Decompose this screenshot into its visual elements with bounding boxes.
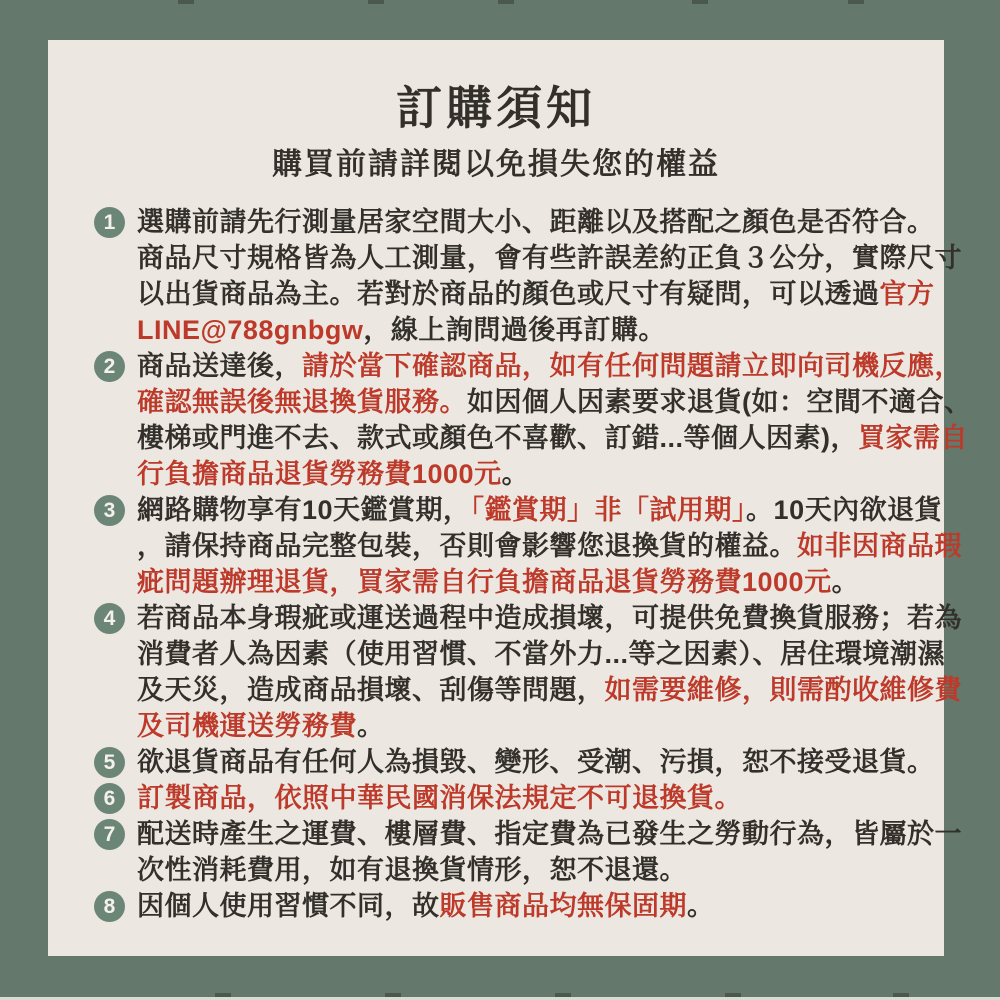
- item-text: [137, 204, 962, 348]
- text-line: [137, 384, 972, 420]
- highlight-text: LINE@788gnbgw: [137, 315, 364, 345]
- text-line: [137, 420, 972, 456]
- text-segment: 。: [831, 567, 860, 597]
- text-segment: 選購前請先行測量居家空間大小、距離以及搭配之顏色是否符合。: [137, 207, 935, 237]
- highlight-text: 疵問題辦理退貨，買家需自行負擔商品退貨勞務費1000元: [137, 567, 832, 597]
- item-text: [137, 744, 935, 780]
- list-item: [94, 744, 934, 780]
- text-line: [137, 744, 935, 780]
- crop-artifact-mark: [178, 0, 194, 4]
- text-segment: 。: [357, 711, 385, 741]
- text-segment: 。: [501, 459, 530, 489]
- text-line: [137, 456, 972, 492]
- text-line: [137, 636, 962, 672]
- list-item: [94, 492, 962, 600]
- text-line: [137, 780, 934, 816]
- notice-list: [48, 204, 972, 924]
- text-segment: 網路購物享有10天鑑賞期，: [137, 495, 471, 525]
- subtitle: 購買前請詳閱以免損失您的權益: [272, 148, 720, 181]
- list-item: [94, 780, 934, 816]
- item-number-badge: 3: [94, 495, 125, 526]
- text-segment: 因個人使用習慣不同，故: [137, 891, 440, 921]
- text-segment: 商品尺寸規格皆為人工測量，會有些許誤差約正負３公分，實際尺寸: [137, 243, 962, 273]
- text-line: [137, 708, 962, 744]
- text-segment: 樓梯或門進不去、款式或顏色不喜歡、訂錯...等個人因素)，: [137, 423, 858, 453]
- item-number-badge: 6: [94, 783, 125, 814]
- highlight-text: 買家需自: [858, 423, 968, 453]
- text-line: [137, 204, 962, 240]
- text-segment: 以出貨商品為主。若對於商品的顏色或尺寸有疑問，可以透過: [137, 279, 880, 309]
- text-line: [137, 240, 962, 276]
- text-segment: ，線上詢問過後再訂購。: [363, 315, 666, 345]
- item-number-badge: 5: [94, 747, 125, 778]
- item-number-badge: 7: [94, 819, 125, 850]
- list-item: [94, 600, 962, 744]
- highlight-text: 請於當下確認商品，如有任何問題請立即向司機反應，: [302, 351, 962, 381]
- item-number-badge: 2: [94, 351, 125, 382]
- text-segment: ，請保持商品完整包裝，否則會影響您退換貨的權益。: [137, 531, 797, 561]
- text-line: [137, 564, 962, 600]
- text-segment: 次性消耗費用，如有退換貨情形，恕不退還。: [137, 855, 687, 885]
- item-text: [137, 348, 972, 492]
- text-line: [137, 816, 962, 852]
- highlight-text: 如需要維修，則需酌收維修費: [604, 675, 962, 705]
- item-number-badge: 8: [94, 891, 125, 922]
- crop-artifact-mark: [692, 0, 708, 4]
- text-segment: 商品送達後，: [137, 351, 302, 381]
- highlight-text: 確認無誤後無退換貨服務。: [137, 387, 467, 417]
- highlight-text: 行負擔商品退貨勞務費1000元: [137, 459, 502, 489]
- text-segment: 及天災，造成商品損壞、刮傷等問題，: [137, 675, 605, 705]
- text-segment: 。10天內欲退貨: [746, 495, 943, 525]
- text-line: [137, 528, 962, 564]
- highlight-text: 如非因商品瑕: [797, 531, 962, 561]
- list-item: [94, 816, 962, 888]
- item-text: [137, 780, 934, 816]
- item-text: [137, 816, 962, 888]
- item-text: [137, 600, 962, 744]
- text-segment: 若商品本身瑕疵或運送過程中造成損壞，可提供免費換貨服務；若為: [137, 603, 962, 633]
- text-line: [137, 852, 962, 888]
- text-segment: 。: [687, 891, 715, 921]
- text-line: [137, 312, 962, 348]
- notice-panel: [48, 40, 972, 956]
- list-item: [94, 204, 962, 348]
- text-segment: 消費者人為因素（使用習慣、不當外力...等之因素）、居住環境潮濕: [137, 639, 946, 669]
- text-segment: 配送時產生之運費、樓層費、指定費為已發生之勞動行為，皆屬於一: [137, 819, 962, 849]
- highlight-text: 「鑑賞期」非「試用期」: [470, 495, 747, 525]
- text-segment: 如因個人因素要求退貨(如：空間不適合、: [467, 387, 972, 417]
- highlight-text: 官方: [879, 279, 935, 309]
- text-line: [137, 492, 962, 528]
- list-item: [94, 888, 934, 924]
- list-item: [94, 348, 972, 492]
- text-line: [137, 276, 962, 312]
- highlight-text: 及司機運送勞務費: [137, 711, 357, 741]
- highlight-text: 販售商品均無保固期: [439, 891, 687, 921]
- item-number-badge: 4: [94, 603, 125, 634]
- page-title: 訂購須知: [396, 82, 596, 134]
- crop-artifact-mark: [368, 0, 384, 4]
- crop-artifact-mark: [498, 0, 514, 4]
- item-number-badge: 1: [94, 207, 125, 238]
- text-line: [137, 888, 934, 924]
- highlight-text: 訂製商品，依照中華民國消保法規定不可退換貨。: [137, 783, 742, 813]
- text-line: [137, 348, 972, 384]
- text-line: [137, 600, 962, 636]
- item-text: [137, 492, 962, 600]
- item-text: [137, 888, 934, 924]
- text-segment: 欲退貨商品有任何人為損毀、變形、受潮、污損，恕不接受退貨。: [137, 747, 935, 777]
- text-line: [137, 672, 962, 708]
- crop-artifact-mark: [848, 0, 864, 4]
